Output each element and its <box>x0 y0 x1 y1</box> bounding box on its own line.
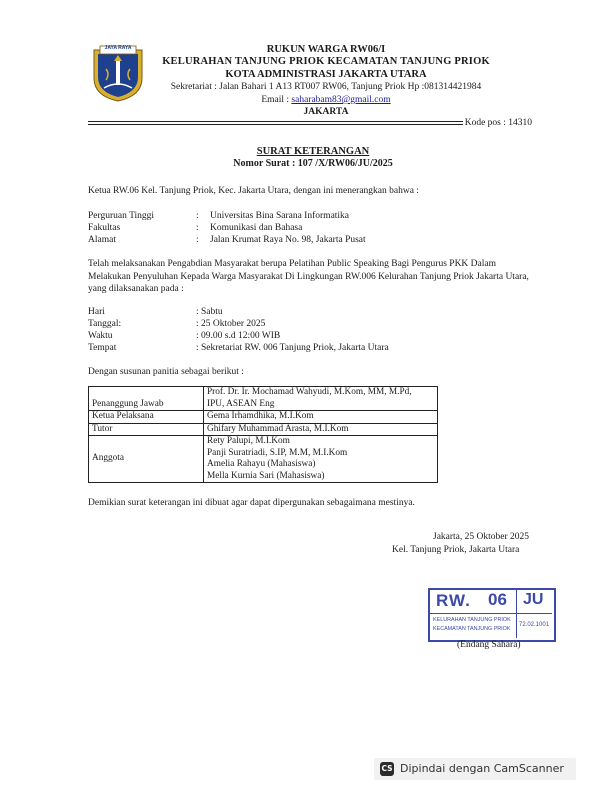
committee-intro: Dengan susunan panitia sebagai berikut : <box>88 367 244 377</box>
identity-value: Jalan Krumat Raya No. 98, Jakarta Pusat <box>210 235 366 245</box>
identity-sep: : <box>196 223 199 233</box>
schedule-row <box>88 307 223 317</box>
letterhead-line2: KELURAHAN TANJUNG PRIOK KECAMATAN TANJUNG PRIOK <box>162 56 490 67</box>
identity-value: Universitas Bina Sarana Informatika <box>210 211 350 221</box>
committee-member: Rety Palupi, M.I.Kom <box>207 436 290 446</box>
committee-role: Tutor <box>89 423 204 436</box>
identity-sep: : <box>196 235 199 245</box>
logo-motto: JAYA RAYA <box>104 45 132 51</box>
postal-code: Kode pos : 14310 <box>464 118 532 128</box>
schedule-value: : Sabtu <box>196 307 223 317</box>
letter-number: Nomor Surat : 107 /X/RW06/JU/2025 <box>233 158 393 169</box>
stamp-code: 72.02.1001 <box>519 622 550 628</box>
identity-value: Komunikasi dan Bahasa <box>210 223 303 233</box>
identity-sep: : <box>196 211 199 221</box>
letterhead-address: Sekretariat : Jalan Bahari 1 A13 RT007 RW06, Tanjung Priok Hp :081314421984 <box>170 82 482 92</box>
schedule-row <box>88 331 280 341</box>
schedule-value: : Sekretariat RW. 006 Tanjung Priok, Jakarta Utara <box>196 343 389 353</box>
stamp-line2: KECAMATAN TANJUNG PRIOK <box>433 626 511 632</box>
email-label: Email : <box>261 95 292 105</box>
signature-office: Kel. Tanjung Priok, Jakarta Utara <box>392 545 520 555</box>
table-row <box>89 387 438 411</box>
committee-members <box>204 436 438 483</box>
stamp-ju: JU <box>523 591 544 608</box>
schedule-row <box>88 343 389 353</box>
table-row <box>89 411 438 424</box>
schedule-label: Tempat <box>88 343 117 353</box>
identity-row <box>88 235 366 245</box>
letterhead-line1: RUKUN WARGA RW06/I <box>266 44 386 55</box>
schedule-label: Hari <box>88 307 105 317</box>
committee-member: Gema Irhamdhika, M.I.Kom <box>204 411 438 424</box>
schedule-row <box>88 319 265 329</box>
committee-member: Prof. Dr. Ir. Mochamad Wahyudi, M.Kom, MM, M.Pd, <box>207 387 412 397</box>
schedule-value: : 09.00 s.d 12:00 WIB <box>196 331 281 341</box>
stamp-number: 06 <box>488 590 507 609</box>
committee-table <box>88 386 438 483</box>
committee-role: Ketua Pelaksana <box>89 411 204 424</box>
stamp-rw: RW. <box>436 591 471 610</box>
letterhead-line3: KOTA ADMINISTRASI JAKARTA UTARA <box>225 69 427 80</box>
committee-member: Mella Kurnia Sari (Mahasiswa) <box>207 470 325 481</box>
camscanner-logo-icon: CS <box>380 762 394 776</box>
signature-place-date: Jakarta, 25 Oktober 2025 <box>433 532 530 542</box>
letter-title: SURAT KETERANGAN <box>256 146 370 157</box>
committee-members <box>204 387 438 411</box>
activity-paragraph: Telah melaksanakan Pengabdian Masyarakat berupa Pelatihan Public Speaking Bagi Pengurus PKK Dalam Melakukan Penyuluhan Kepada Warga Masyarakat Di Lingkungan RW.006 Kelurahan Tanjung Priok Jakarta Utara, yang dilaksanakan pada : <box>88 259 529 294</box>
committee-role: Anggota <box>89 436 204 483</box>
intro-text: Ketua RW.06 Kel. Tanjung Priok, Kec. Jakarta Utara, dengan ini menerangkan bahwa : <box>88 186 419 196</box>
signatory-name: (Endang Sahara) <box>457 640 521 650</box>
committee-role: Penanggung Jawab <box>89 387 204 411</box>
closing-text: Demikian surat keterangan ini dibuat agar dapat dipergunakan sebagaimana mestinya. <box>88 498 415 508</box>
identity-row <box>88 211 349 221</box>
schedule-label: Tanggal: <box>88 319 122 329</box>
committee-member: Panji Suratriadi, S.IP, M.M, M.I.Kom <box>207 447 348 458</box>
committee-member: Ghifary Muhammad Arasta, M.I.Kom <box>204 423 438 436</box>
letterhead-city: JAKARTA <box>303 107 349 117</box>
stamp-divider <box>516 590 517 638</box>
schedule-label: Waktu <box>88 331 113 341</box>
schedule-value: : 25 Oktober 2025 <box>196 319 266 329</box>
table-row <box>89 423 438 436</box>
stamp-line1: KELURAHAN TANJUNG PRIOK <box>433 617 511 623</box>
identity-row <box>88 223 302 233</box>
identity-label: Perguruan Tinggi <box>88 211 155 221</box>
camscanner-text: Dipindai dengan CamScanner <box>400 762 564 775</box>
jakarta-crest-logo <box>90 44 146 102</box>
camscanner-watermark <box>374 758 576 780</box>
letterhead-email-line <box>150 95 502 105</box>
committee-member: Amelia Rahayu (Mahasiswa) <box>207 459 316 469</box>
committee-member: IPU, ASEAN Eng <box>207 398 275 409</box>
identity-label: Alamat <box>88 235 116 245</box>
table-row <box>89 436 438 483</box>
identity-label: Fakultas <box>88 223 121 233</box>
stamp-divider <box>430 613 552 614</box>
rw-stamp <box>428 588 556 642</box>
email-link[interactable]: saharabam83@gmail.com <box>291 95 391 105</box>
